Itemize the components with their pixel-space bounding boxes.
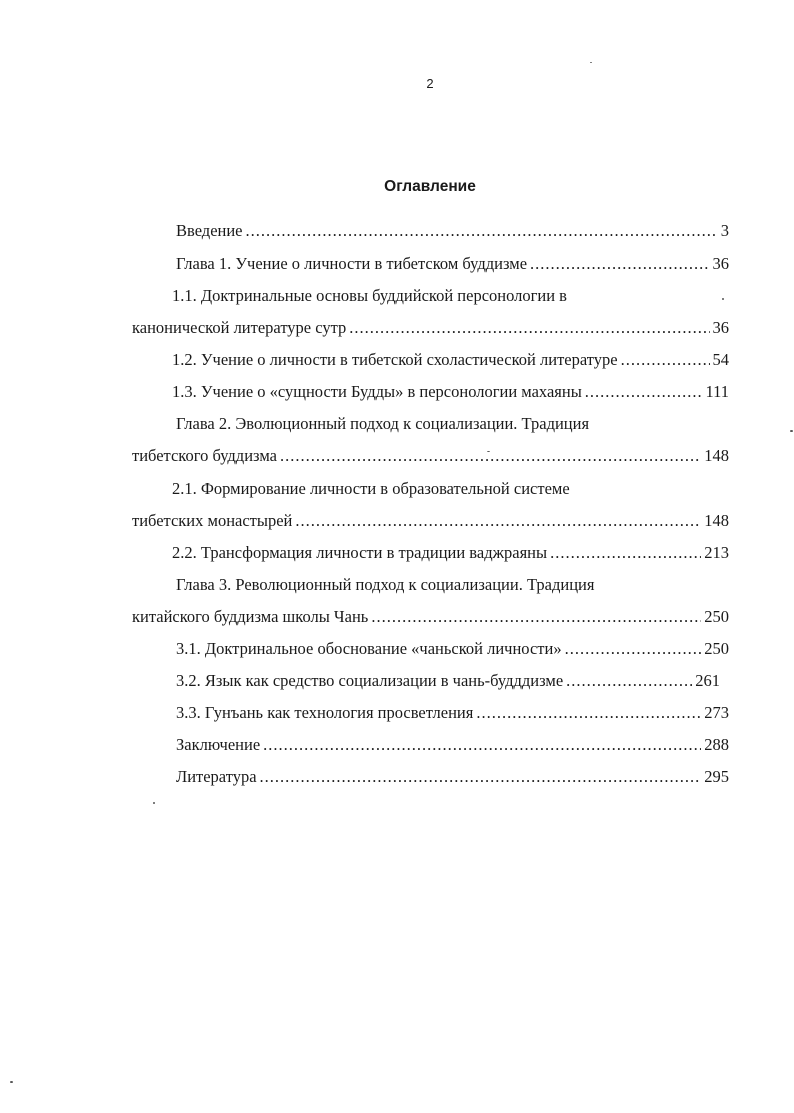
dot-leader <box>565 638 702 660</box>
toc-page-number: 213 <box>704 543 729 562</box>
toc-entry-title: 1.1. Доктринальные основы буддийской персонологии в <box>172 286 567 305</box>
toc-entry-title-continued: канонической литературе сутр <box>132 318 347 337</box>
toc-entry-chapter-3-line-2[interactable] <box>132 606 729 628</box>
dot-leader <box>371 606 701 628</box>
toc-page-number: 261 <box>695 671 720 690</box>
toc-page-number: 148 <box>704 446 729 465</box>
toc-entry-section-2-1-line-1[interactable] <box>132 478 729 500</box>
toc-page-number: 295 <box>704 767 729 786</box>
toc-entry-section-3-3[interactable] <box>132 702 729 724</box>
toc-entry-title: 3.2. Язык как средство социализации в чань-будддизме <box>176 671 564 690</box>
dot-leader <box>295 510 701 532</box>
scan-speck <box>153 802 155 804</box>
toc-page-number: 36 <box>712 254 729 273</box>
toc-entry-conclusion[interactable] <box>132 734 729 756</box>
toc-page-number: 250 <box>704 607 729 626</box>
toc-entry-title-continued: тибетских монастырей <box>132 511 293 530</box>
toc-page-number: 36 <box>712 318 729 337</box>
dot-leader <box>621 349 710 371</box>
scan-speck <box>487 451 490 452</box>
toc-entry-title: Глава 3. Революционный подход к социализации. Традиция <box>176 575 595 594</box>
toc-page-number: 250 <box>704 639 729 658</box>
toc-page-number: 54 <box>712 350 729 369</box>
page-title: Оглавление <box>384 178 476 195</box>
toc-page-number: 273 <box>704 703 729 722</box>
toc-page-number: 288 <box>704 735 729 754</box>
toc-entry-section-1-2[interactable] <box>132 349 729 371</box>
toc-entry-title-continued: тибетского буддизма <box>132 446 277 465</box>
scan-speck <box>10 1081 13 1083</box>
toc-entry-title: Глава 2. Эволюционный подход к социализации. Традиция <box>176 414 590 433</box>
toc-entry-literature[interactable] <box>132 766 729 788</box>
toc-entry-title: 1.3. Учение о «сущности Будды» в персонологии махаяны <box>172 382 582 401</box>
dot-leader <box>263 734 701 756</box>
toc-entry-chapter-1[interactable] <box>132 253 729 275</box>
dot-leader <box>476 702 701 724</box>
toc-entry-section-2-1-line-2[interactable] <box>132 510 729 532</box>
toc-page-number: 3 <box>720 221 729 240</box>
toc-entry-section-3-1[interactable] <box>132 638 729 660</box>
dot-leader <box>530 253 709 275</box>
dot-leader <box>260 766 702 788</box>
toc-entry-title: 3.1. Доктринальное обоснование «чаньской личности» <box>176 639 562 658</box>
dot-leader <box>280 445 701 467</box>
page-number: 2 <box>426 76 434 91</box>
dot-leader <box>349 317 709 339</box>
toc-entry-section-1-3[interactable] <box>132 381 729 403</box>
dot-leader <box>585 381 703 403</box>
toc-entry-title: 1.2. Учение о личности в тибетской схоластической литературе <box>172 350 618 369</box>
toc-entry-section-2-2[interactable] <box>132 542 729 564</box>
toc-entry-title: Глава 1. Учение о личности в тибетском буддизме <box>176 254 528 273</box>
dot-leader <box>550 542 701 564</box>
toc-entry-title-continued: китайского буддизма школы Чань <box>132 607 369 626</box>
scan-speck <box>722 298 724 300</box>
toc-page-number: 111 <box>705 382 729 401</box>
toc-page-number: 148 <box>704 511 729 530</box>
toc-entry-title: 2.1. Формирование личности в образовательной системе <box>172 479 570 498</box>
toc-entry-section-1-1-line-1[interactable] <box>132 285 729 307</box>
toc-entry-section-3-2[interactable] <box>132 670 720 692</box>
toc-entry-title: 3.3. Гунъань как технология просветления <box>176 703 474 722</box>
toc-entry-introduction[interactable] <box>132 220 729 242</box>
toc-entry-title: Литература <box>176 767 257 786</box>
toc-entry-title: Введение <box>176 221 243 240</box>
toc-entry-title: 2.2. Трансформация личности в традиции ваджраяны <box>172 543 548 562</box>
scan-speck <box>790 430 793 432</box>
toc-entry-chapter-2-line-2[interactable] <box>132 445 729 467</box>
toc-entry-title: Заключение <box>176 735 261 754</box>
dot-leader <box>566 670 692 692</box>
toc-entry-chapter-3-line-1[interactable] <box>132 574 729 596</box>
toc-entry-chapter-2-line-1[interactable] <box>132 413 729 435</box>
toc-entry-section-1-1-line-2[interactable] <box>132 317 729 339</box>
dot-leader <box>246 220 718 242</box>
scan-speck <box>590 62 592 63</box>
